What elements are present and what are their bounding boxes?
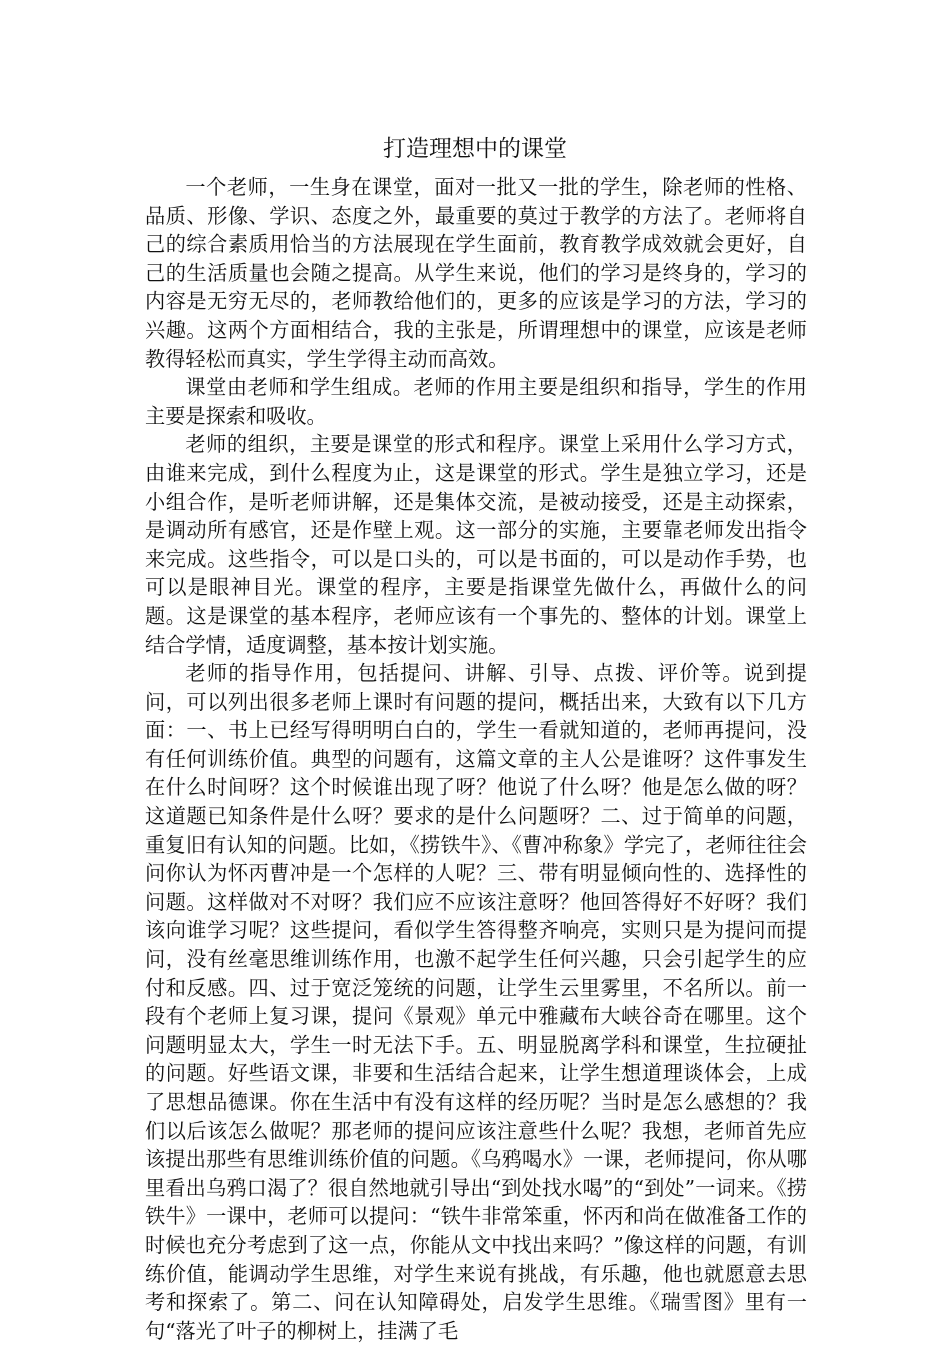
paragraph: 老师的指导作用，包括提问、讲解、引导、点拨、评价等。说到提问，可以列出很多老师上课时有问题的提问，概括出来，大致有以下几方面：一、书上已经写得明明白白的，学生一看就知道的，老师再提问，没有任何训练价值。典型的问题有，这篇文章的主人公是谁呀？这件事发生在什么时间呀？这个时候谁出现了呀？他说了什么呀？他是怎么做的呀？这道题已知条件是什么呀？要求的是什么问题呀？二、过于简单的问题，重复旧有认知的问题。比如，《捞铁牛》、《曹冲称象》学完了，老师往往会问你认为怀丙曹冲是一个怎样的人呢？三、带有明显倾向性的、选择性的问题。这样做对不对呀？我们应不应该注意呀？他回答得好不好呀？我们该向谁学习呢？这些提问，看似学生答得整齐响亮，实则只是为提问而提问，没有丝毫思维训练作用，也激不起学生任何兴趣，只会引起学生的应付和反感。四、过于宽泛笼统的问题，让学生云里雾里，不名所以。前一段有个老师上复习课，提问《景观》单元中雅藏布大峡谷奇在哪里。这个问题明显太大，学生一时无法下手。五、明显脱离学科和课堂，生拉硬扯的问题。好些语文课，非要和生活结合起来，让学生想道理谈体会，上成了思想品德课。你在生活中有没有这样的经历呢？当时是怎么感想的？我们以后该怎么做呢？那老师的提问应该注意些什么呢？我想，老师首先应该提出那些有思维训练价值的问题。《乌鸦喝水》一课，老师提问，你从哪里看出乌鸦口渴了？很自然地就引导出“到处找水喝”的“到处”一词来。《捞铁牛》一课中，老师可以提问：“铁牛非常笨重，怀丙和尚在做准备工作的时候也充分考虑到了这一点，你能从文中找出来吗？”像这样的问题，有训练价值，能调动学生思维，对学生来说有挑战，有乐趣，他也就愿意去思考和探索了。第二、问在认知障碍处，启发学生思维。《瑞雪图》里有一句“落光了叶子的柳树上，挂满了毛 <box>145 661 807 1343</box>
document-body <box>145 173 807 1345</box>
paragraph: 老师的组织，主要是课堂的形式和程序。课堂上采用什么学习方式，由谁来完成，到什么程度为止，这是课堂的形式。学生是独立学习，还是小组合作，是听老师讲解，还是集体交流，是被动接受，还是主动探索，是调动所有感官，还是作壁上观。这一部分的实施，主要靠老师发出指令来完成。这些指令，可以是口头的，可以是书面的，可以是动作手势，也可以是眼神目光。课堂的程序，主要是指课堂先做什么，再做什么的问题。这是课堂的基本程序，老师应该有一个事先的、整体的计划。课堂上结合学情，适度调整，基本按计划实施。 <box>145 432 807 657</box>
paragraph: 一个老师，一生身在课堂，面对一批又一批的学生，除老师的性格、品质、形像、学识、态度之外，最重要的莫过于教学的方法了。老师将自己的综合素质用恰当的方法展现在学生面前，教育教学成效就会更好，自己的生活质量也会随之提高。从学生来说，他们的学习是终身的，学习的内容是无穷无尽的，老师教给他们的，更多的应该是学习的方法，学习的兴趣。这两个方面相结合，我的主张是，所谓理想中的课堂，应该是老师教得轻松而真实，学生学得主动而高效。 <box>145 175 807 371</box>
paragraph: 课堂由老师和学生组成。老师的作用主要是组织和指导，学生的作用主要是探索和吸收。 <box>145 375 807 428</box>
document-title: 打造理想中的课堂 <box>383 136 567 162</box>
